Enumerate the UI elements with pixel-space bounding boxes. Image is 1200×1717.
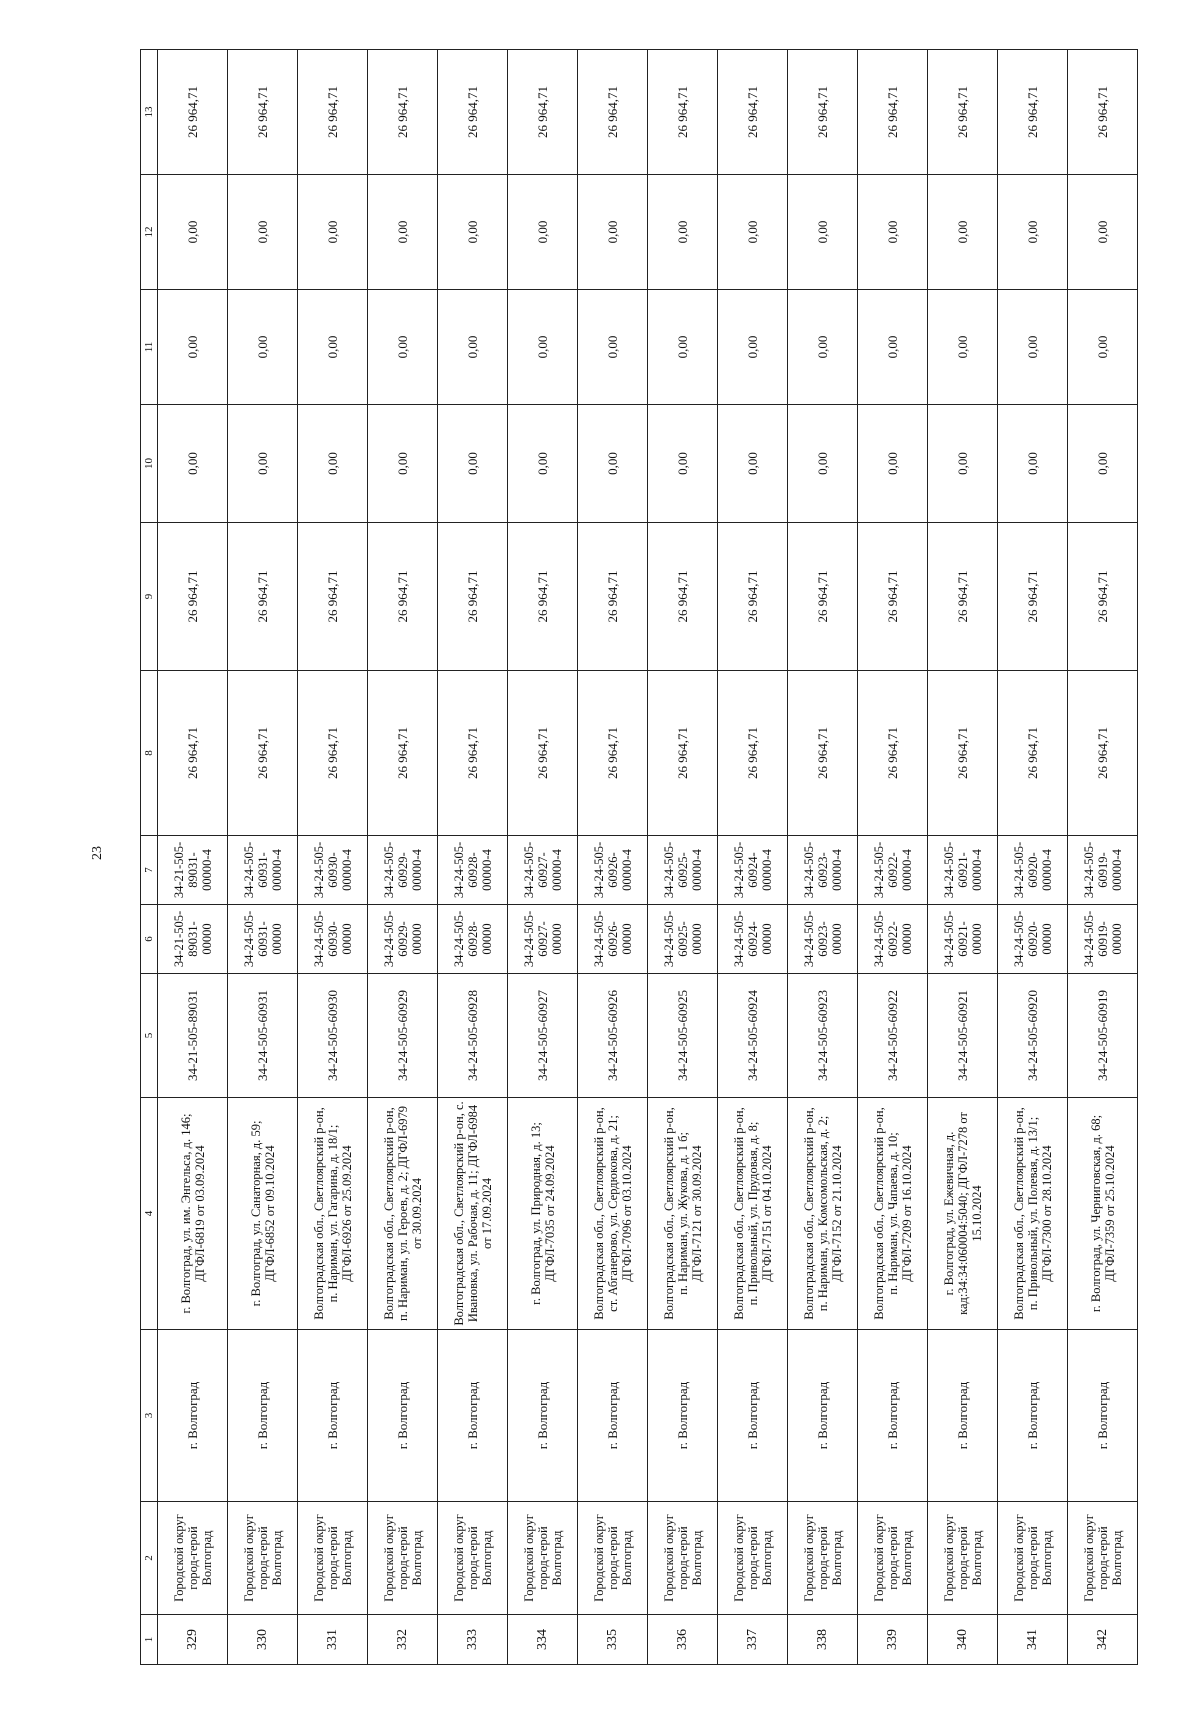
city-cell: г. Волгоград — [858, 1330, 928, 1502]
amount-cell: 26 964,71 — [368, 671, 438, 836]
row-number: 332 — [368, 1615, 438, 1665]
amount-cell: 26 964,71 — [298, 50, 368, 175]
city-cell: г. Волгоград — [788, 1330, 858, 1502]
amount-cell: 26 964,71 — [718, 50, 788, 175]
code-cell: 34-24-505-60931 — [228, 974, 298, 1098]
column-header: 13 — [141, 50, 158, 175]
code-cell: 34-24-505-60926 — [578, 974, 648, 1098]
column-header: 3 — [141, 1330, 158, 1502]
district-cell: Городской округ город-герой Волгоград — [368, 1502, 438, 1615]
amount-cell: 26 964,71 — [648, 50, 718, 175]
amount-cell: 26 964,71 — [858, 671, 928, 836]
amount-cell: 0,00 — [718, 175, 788, 290]
city-cell: г. Волгоград — [648, 1330, 718, 1502]
amount-cell: 0,00 — [718, 405, 788, 523]
code-suffix-cell: 34-24-505-60920-00000-4 — [998, 836, 1068, 905]
address-cell: г. Волгоград, ул. Черниговская, д. 68; ДГФЛ-7359 от 25.10.2024 — [1068, 1098, 1138, 1330]
code-cell: 34-24-505-60919 — [1068, 974, 1138, 1098]
amount-cell: 0,00 — [578, 405, 648, 523]
address-cell: Волгоградская обл., Светлоярский р-он, п. Нариман, ул. Героев, д. 2; ДГФЛ-6979 от 30.09.2024 — [368, 1098, 438, 1330]
rotated-table-container — [140, 50, 1124, 1665]
code-full-cell: 34-24-505-60920-00000 — [998, 905, 1068, 974]
code-full-cell: 34-24-505-60927-00000 — [508, 905, 578, 974]
code-suffix-cell: 34-24-505-60928-00000-4 — [438, 836, 508, 905]
amount-cell: 0,00 — [298, 290, 368, 405]
code-suffix-cell: 34-24-505-60922-00000-4 — [858, 836, 928, 905]
table-row — [998, 50, 1068, 1665]
amount-cell: 26 964,71 — [648, 671, 718, 836]
address-cell: Волгоградская обл., Светлоярский р-он, п. Привольный, ул. Прудовая, д. 8; ДГФЛ-7151 от 04.10.2024 — [718, 1098, 788, 1330]
code-full-cell: 34-24-505-60922-00000 — [858, 905, 928, 974]
code-cell: 34-24-505-60921 — [928, 974, 998, 1098]
city-cell: г. Волгоград — [578, 1330, 648, 1502]
city-cell: г. Волгоград — [718, 1330, 788, 1502]
amount-cell: 0,00 — [368, 405, 438, 523]
table-row — [158, 50, 228, 1665]
table-row — [578, 50, 648, 1665]
row-number: 340 — [928, 1615, 998, 1665]
code-cell: 34-24-505-60925 — [648, 974, 718, 1098]
code-full-cell: 34-24-505-60929-00000 — [368, 905, 438, 974]
address-cell: Волгоградская обл., Светлоярский р-он, с. Ивановка, ул. Рабочая, д. 11; ДГФЛ-6984 от 17.09.2024 — [438, 1098, 508, 1330]
column-header: 8 — [141, 671, 158, 836]
address-cell: г. Волгоград, ул. Ежевичная, д. кад:34:34:060004:5040; ДГФЛ-7278 от 15.10.2024 — [928, 1098, 998, 1330]
amount-cell: 0,00 — [858, 405, 928, 523]
district-cell: Городской округ город-герой Волгоград — [998, 1502, 1068, 1615]
amount-cell: 26 964,71 — [578, 523, 648, 671]
row-number: 331 — [298, 1615, 368, 1665]
amount-cell: 26 964,71 — [158, 671, 228, 836]
code-suffix-cell: 34-24-505-60927-00000-4 — [508, 836, 578, 905]
code-suffix-cell: 34-21-505-89031-00000-4 — [158, 836, 228, 905]
amount-cell: 0,00 — [298, 405, 368, 523]
code-cell: 34-24-505-60927 — [508, 974, 578, 1098]
code-cell: 34-24-505-60922 — [858, 974, 928, 1098]
code-suffix-cell: 34-24-505-60930-00000-4 — [298, 836, 368, 905]
amount-cell: 0,00 — [858, 175, 928, 290]
column-header: 9 — [141, 523, 158, 671]
amount-cell: 0,00 — [298, 175, 368, 290]
district-cell: Городской округ город-герой Волгоград — [648, 1502, 718, 1615]
header-row — [141, 50, 158, 1665]
amount-cell: 0,00 — [648, 405, 718, 523]
address-cell: г. Волгоград, ул. Санаторная, д. 59; ДГФЛ-6852 от 09.10.2024 — [228, 1098, 298, 1330]
city-cell: г. Волгоград — [298, 1330, 368, 1502]
amount-cell: 0,00 — [508, 405, 578, 523]
page-number: 23 — [90, 846, 105, 860]
row-number: 341 — [998, 1615, 1068, 1665]
amount-cell: 26 964,71 — [718, 671, 788, 836]
code-suffix-cell: 34-24-505-60931-00000-4 — [228, 836, 298, 905]
amount-cell: 26 964,71 — [228, 50, 298, 175]
code-cell: 34-24-505-60928 — [438, 974, 508, 1098]
table-row — [1068, 50, 1138, 1665]
city-cell: г. Волгоград — [228, 1330, 298, 1502]
column-header: 2 — [141, 1502, 158, 1615]
table-row — [858, 50, 928, 1665]
amount-cell: 26 964,71 — [228, 671, 298, 836]
amount-cell: 0,00 — [228, 405, 298, 523]
amount-cell: 0,00 — [228, 290, 298, 405]
district-cell: Городской округ город-герой Волгоград — [1068, 1502, 1138, 1615]
code-full-cell: 34-24-505-60926-00000 — [578, 905, 648, 974]
amount-cell: 0,00 — [858, 290, 928, 405]
code-suffix-cell: 34-24-505-60924-00000-4 — [718, 836, 788, 905]
amount-cell: 26 964,71 — [578, 50, 648, 175]
amount-cell: 26 964,71 — [928, 523, 998, 671]
amount-cell: 26 964,71 — [438, 671, 508, 836]
amount-cell: 0,00 — [508, 175, 578, 290]
amount-cell: 0,00 — [788, 175, 858, 290]
city-cell: г. Волгоград — [508, 1330, 578, 1502]
amount-cell: 26 964,71 — [1068, 671, 1138, 836]
table-row — [928, 50, 998, 1665]
table-row — [718, 50, 788, 1665]
district-cell: Городской округ город-герой Волгоград — [438, 1502, 508, 1615]
table-row — [648, 50, 718, 1665]
column-header: 10 — [141, 405, 158, 523]
district-cell: Городской округ город-герой Волгоград — [158, 1502, 228, 1615]
amount-cell: 0,00 — [788, 405, 858, 523]
table-row — [298, 50, 368, 1665]
district-cell: Городской округ город-герой Волгоград — [788, 1502, 858, 1615]
amount-cell: 0,00 — [648, 175, 718, 290]
amount-cell: 26 964,71 — [1068, 523, 1138, 671]
city-cell: г. Волгоград — [438, 1330, 508, 1502]
amount-cell: 0,00 — [1068, 175, 1138, 290]
column-header: 7 — [141, 836, 158, 905]
amount-cell: 0,00 — [1068, 290, 1138, 405]
row-number: 335 — [578, 1615, 648, 1665]
amount-cell: 0,00 — [928, 290, 998, 405]
district-cell: Городской округ город-герой Волгоград — [928, 1502, 998, 1615]
amount-cell: 0,00 — [578, 175, 648, 290]
column-header: 5 — [141, 974, 158, 1098]
table-body — [158, 50, 1138, 1665]
column-header: 11 — [141, 290, 158, 405]
address-cell: Волгоградская обл., Светлоярский р-он, п. Нариман, ул. Жукова, д. 1 б; ДГФЛ-7121 от 30.09.2024 — [648, 1098, 718, 1330]
amount-cell: 26 964,71 — [298, 523, 368, 671]
address-cell: Волгоградская обл., Светлоярский р-он, п. Нариман, ул. Гагарина, д. 18/1; ДГФЛ-6926 от 25.09.2024 — [298, 1098, 368, 1330]
code-suffix-cell: 34-24-505-60921-00000-4 — [928, 836, 998, 905]
amount-cell: 26 964,71 — [788, 50, 858, 175]
amount-cell: 0,00 — [788, 290, 858, 405]
amount-cell: 26 964,71 — [298, 671, 368, 836]
code-cell: 34-24-505-60924 — [718, 974, 788, 1098]
row-number: 334 — [508, 1615, 578, 1665]
code-full-cell: 34-24-505-60923-00000 — [788, 905, 858, 974]
amount-cell: 26 964,71 — [928, 671, 998, 836]
column-header: 1 — [141, 1615, 158, 1665]
address-cell: Волгоградская обл., Светлоярский р-он, п. Нариман, ул. Чапаева, д. 10; ДГФЛ-7209 от 16.10.2024 — [858, 1098, 928, 1330]
code-cell: 34-24-505-60920 — [998, 974, 1068, 1098]
row-number: 339 — [858, 1615, 928, 1665]
row-number: 337 — [718, 1615, 788, 1665]
code-full-cell: 34-24-505-60931-00000 — [228, 905, 298, 974]
address-cell: Волгоградская обл., Светлоярский р-он, ст. Абганерово, ул. Сердюкова, д. 21; ДГФЛ-7096 от 03.10.2024 — [578, 1098, 648, 1330]
city-cell: г. Волгоград — [368, 1330, 438, 1502]
amount-cell: 26 964,71 — [998, 50, 1068, 175]
district-cell: Городской округ город-герой Волгоград — [858, 1502, 928, 1615]
row-number: 336 — [648, 1615, 718, 1665]
amount-cell: 0,00 — [228, 175, 298, 290]
amount-cell: 0,00 — [578, 290, 648, 405]
amount-cell: 0,00 — [718, 290, 788, 405]
amount-cell: 0,00 — [368, 290, 438, 405]
amount-cell: 0,00 — [158, 290, 228, 405]
amount-cell: 26 964,71 — [368, 523, 438, 671]
row-number: 338 — [788, 1615, 858, 1665]
amount-cell: 26 964,71 — [928, 50, 998, 175]
amount-cell: 26 964,71 — [648, 523, 718, 671]
amount-cell: 0,00 — [438, 290, 508, 405]
code-full-cell: 34-24-505-60924-00000 — [718, 905, 788, 974]
table-row — [368, 50, 438, 1665]
column-header: 6 — [141, 905, 158, 974]
amount-cell: 0,00 — [1068, 405, 1138, 523]
city-cell: г. Волгоград — [928, 1330, 998, 1502]
row-number: 329 — [158, 1615, 228, 1665]
code-full-cell: 34-24-505-60921-00000 — [928, 905, 998, 974]
district-cell: Городской округ город-герой Волгоград — [228, 1502, 298, 1615]
amount-cell: 26 964,71 — [438, 523, 508, 671]
code-suffix-cell: 34-24-505-60919-00000-4 — [1068, 836, 1138, 905]
amount-cell: 26 964,71 — [998, 523, 1068, 671]
amount-cell: 26 964,71 — [998, 671, 1068, 836]
code-full-cell: 34-21-505-89031-00000 — [158, 905, 228, 974]
amount-cell: 0,00 — [368, 175, 438, 290]
city-cell: г. Волгоград — [158, 1330, 228, 1502]
table-header — [141, 50, 158, 1665]
amount-cell: 26 964,71 — [858, 523, 928, 671]
code-cell: 34-24-505-60930 — [298, 974, 368, 1098]
address-cell: Волгоградская обл., Светлоярский р-он, п. Привольный, ул. Полевая, д. 13/1; ДГФЛ-7300 от 28.10.2024 — [998, 1098, 1068, 1330]
code-full-cell: 34-24-505-60925-00000 — [648, 905, 718, 974]
city-cell: г. Волгоград — [998, 1330, 1068, 1502]
data-table — [140, 49, 1138, 1665]
table-row — [228, 50, 298, 1665]
address-cell: Волгоградская обл., Светлоярский р-он, п. Нариман, ул. Комсомольская, д. 2; ДГФЛ-7152 от 21.10.2024 — [788, 1098, 858, 1330]
amount-cell: 26 964,71 — [508, 50, 578, 175]
amount-cell: 26 964,71 — [438, 50, 508, 175]
code-suffix-cell: 34-24-505-60929-00000-4 — [368, 836, 438, 905]
amount-cell: 26 964,71 — [1068, 50, 1138, 175]
amount-cell: 26 964,71 — [858, 50, 928, 175]
amount-cell: 26 964,71 — [368, 50, 438, 175]
amount-cell: 0,00 — [438, 175, 508, 290]
row-number: 342 — [1068, 1615, 1138, 1665]
code-suffix-cell: 34-24-505-60925-00000-4 — [648, 836, 718, 905]
amount-cell: 26 964,71 — [158, 523, 228, 671]
amount-cell: 0,00 — [998, 175, 1068, 290]
district-cell: Городской округ город-герой Волгоград — [718, 1502, 788, 1615]
amount-cell: 0,00 — [158, 175, 228, 290]
amount-cell: 26 964,71 — [508, 671, 578, 836]
amount-cell: 26 964,71 — [578, 671, 648, 836]
code-cell: 34-24-505-60923 — [788, 974, 858, 1098]
column-header: 12 — [141, 175, 158, 290]
amount-cell: 26 964,71 — [718, 523, 788, 671]
code-suffix-cell: 34-24-505-60923-00000-4 — [788, 836, 858, 905]
row-number: 333 — [438, 1615, 508, 1665]
amount-cell: 0,00 — [998, 405, 1068, 523]
district-cell: Городской округ город-герой Волгоград — [578, 1502, 648, 1615]
amount-cell: 26 964,71 — [788, 523, 858, 671]
amount-cell: 0,00 — [508, 290, 578, 405]
amount-cell: 26 964,71 — [228, 523, 298, 671]
city-cell: г. Волгоград — [1068, 1330, 1138, 1502]
code-full-cell: 34-24-505-60930-00000 — [298, 905, 368, 974]
code-full-cell: 34-24-505-60928-00000 — [438, 905, 508, 974]
table-row — [438, 50, 508, 1665]
amount-cell: 0,00 — [928, 175, 998, 290]
amount-cell: 0,00 — [438, 405, 508, 523]
code-full-cell: 34-24-505-60919-00000 — [1068, 905, 1138, 974]
row-number: 330 — [228, 1615, 298, 1665]
amount-cell: 0,00 — [928, 405, 998, 523]
code-cell: 34-24-505-60929 — [368, 974, 438, 1098]
code-cell: 34-21-505-89031 — [158, 974, 228, 1098]
amount-cell: 26 964,71 — [788, 671, 858, 836]
amount-cell: 0,00 — [158, 405, 228, 523]
table-row — [788, 50, 858, 1665]
amount-cell: 26 964,71 — [158, 50, 228, 175]
column-header: 4 — [141, 1098, 158, 1330]
amount-cell: 26 964,71 — [508, 523, 578, 671]
address-cell: г. Волгоград, ул. Природная, д. 13; ДГФЛ-7035 от 24.09.2024 — [508, 1098, 578, 1330]
district-cell: Городской округ город-герой Волгоград — [298, 1502, 368, 1615]
amount-cell: 0,00 — [998, 290, 1068, 405]
amount-cell: 0,00 — [648, 290, 718, 405]
address-cell: г. Волгоград, ул. им. Энгельса, д. 146; ДГФЛ-6819 от 03.09.2024 — [158, 1098, 228, 1330]
district-cell: Городской округ город-герой Волгоград — [508, 1502, 578, 1615]
table-row — [508, 50, 578, 1665]
code-suffix-cell: 34-24-505-60926-00000-4 — [578, 836, 648, 905]
